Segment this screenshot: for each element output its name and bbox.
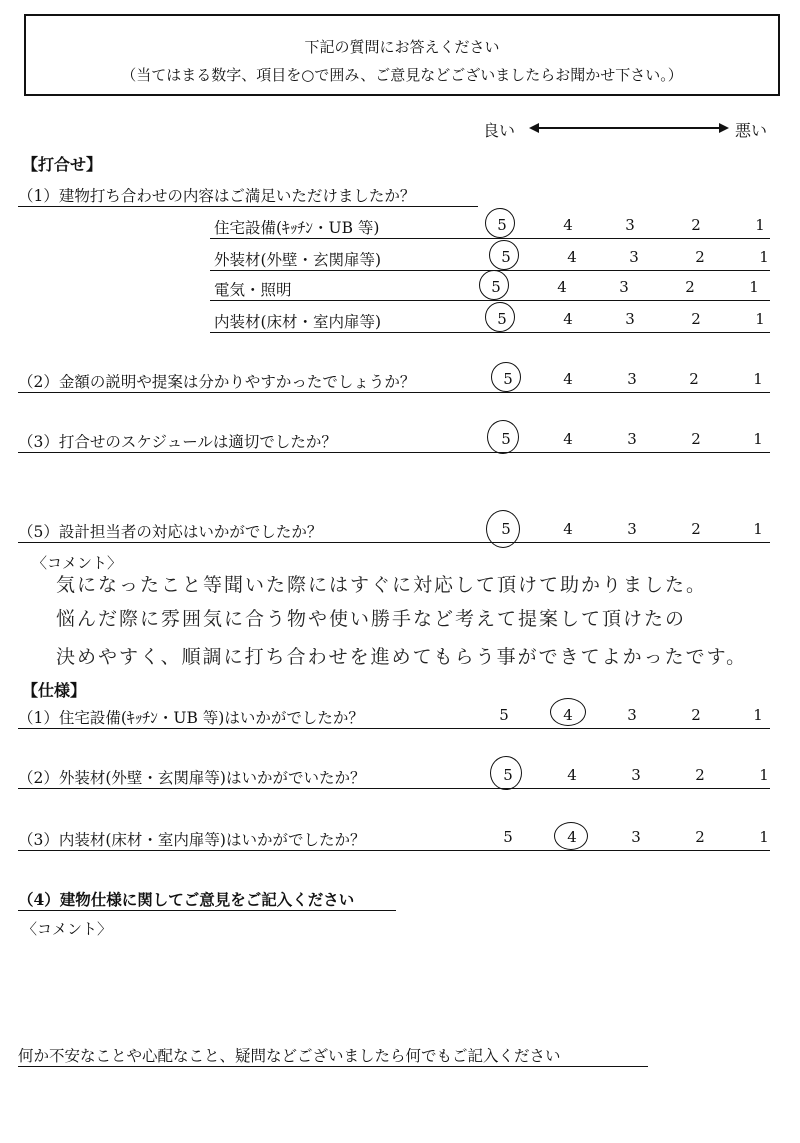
q1-item-label: 電気・照明: [214, 281, 292, 299]
selected-circle: [554, 822, 588, 850]
rating-3[interactable]: 3: [627, 706, 637, 724]
rating-5[interactable]: 5: [499, 706, 509, 724]
underline-s1: [18, 728, 770, 729]
rating-5[interactable]: 5: [497, 310, 507, 328]
rating-5[interactable]: 5: [497, 216, 507, 234]
handwritten-comment-line: 決めやすく、順調に打ち合わせを進めてもらう事ができてよかったです。: [56, 646, 748, 668]
question-s1: （1）住宅設備(ｷｯﾁﾝ・UB 等)はいかがでしたか？: [18, 709, 364, 727]
selected-circle: [489, 240, 519, 270]
rating-1[interactable]: 1: [755, 310, 765, 328]
underline-q2: [18, 392, 770, 393]
underline: [210, 332, 770, 333]
rating-1[interactable]: 1: [753, 706, 763, 724]
rating-2[interactable]: 2: [691, 430, 701, 448]
instructions-subtitle: （当てはまる数字、項目を○で囲み、ご意見などございましたらお聞かせ下さい。）: [121, 66, 683, 84]
rating-5[interactable]: 5: [503, 370, 513, 388]
rating-5[interactable]: 5: [491, 278, 501, 296]
question-s3: （3）内装材(床材・室内扉等)はいかがでしたか？: [18, 831, 366, 849]
rating-1[interactable]: 1: [753, 520, 763, 538]
rating-5[interactable]: 5: [501, 430, 511, 448]
selected-circle: [487, 420, 519, 454]
underline-q3: [18, 452, 770, 453]
rating-2[interactable]: 2: [695, 248, 705, 266]
rating-4[interactable]: 4: [563, 706, 573, 724]
rating-4[interactable]: 4: [557, 278, 567, 296]
question-q2: （2）金額の説明や提案は分かりやすかったでしょうか？: [18, 373, 416, 391]
selected-circle: [490, 756, 522, 790]
selected-circle: [491, 362, 521, 392]
selected-circle: [485, 208, 515, 238]
rating-1[interactable]: 1: [753, 430, 763, 448]
rating-4[interactable]: 4: [563, 216, 573, 234]
rating-4[interactable]: 4: [563, 310, 573, 328]
q1-item-label: 住宅設備(ｷｯﾁﾝ・UB 等): [214, 219, 380, 237]
rating-2[interactable]: 2: [685, 278, 695, 296]
handwritten-comment-line: 悩んだ際に雰囲気に合う物や使い勝手など考えて提案して頂けたの: [56, 608, 687, 630]
question-s4: （4）建物仕様に関してご意見をご記入ください: [18, 890, 355, 909]
rating-2[interactable]: 2: [695, 828, 705, 846]
rating-1[interactable]: 1: [749, 278, 759, 296]
underline-q5: [18, 542, 770, 543]
underline-s4: [18, 910, 396, 911]
question-q5: （5）設計担当者の対応はいかがでしたか？: [18, 523, 323, 541]
rating-4[interactable]: 4: [567, 766, 577, 784]
selected-circle: [479, 270, 509, 300]
scale-bad-label: 悪い: [735, 121, 768, 140]
selected-circle: [485, 302, 515, 332]
instructions-title: 下記の質問にお答えください: [304, 38, 500, 56]
rating-3[interactable]: 3: [627, 430, 637, 448]
footer-question: 何か不安なことや心配なこと、疑問などございましたら何でもご記入ください: [18, 1047, 561, 1065]
q1-item-label: 外装材(外壁・玄関扉等): [214, 251, 382, 269]
rating-5[interactable]: 5: [503, 828, 513, 846]
underline-s2: [18, 788, 770, 789]
comment-label: 〈コメント〉: [32, 554, 123, 572]
rating-3[interactable]: 3: [627, 520, 637, 538]
rating-4[interactable]: 4: [563, 370, 573, 388]
instructions-box: [24, 14, 780, 96]
rating-scale-legend: [483, 118, 773, 142]
comment-label: 〈コメント〉: [22, 920, 113, 938]
scale-good-label: 良い: [483, 121, 516, 140]
rating-3[interactable]: 3: [627, 370, 637, 388]
q1-item-label: 内装材(床材・室内扉等): [214, 313, 382, 331]
rating-2[interactable]: 2: [691, 310, 701, 328]
rating-2[interactable]: 2: [691, 706, 701, 724]
underline: [210, 238, 770, 239]
rating-3[interactable]: 3: [619, 278, 629, 296]
rating-3[interactable]: 3: [625, 310, 635, 328]
rating-1[interactable]: 1: [753, 370, 763, 388]
handwritten-comment-line: 気になったこと等聞いた際にはすぐに対応して頂けて助かりました。: [56, 574, 708, 596]
rating-3[interactable]: 3: [631, 766, 641, 784]
rating-2[interactable]: 2: [691, 520, 701, 538]
question-q1: （1）建物打ち合わせの内容はご満足いただけましたか？: [18, 187, 416, 205]
rating-4[interactable]: 4: [563, 430, 573, 448]
selected-circle: [486, 510, 520, 548]
section-spec: 【仕様】: [22, 681, 87, 700]
rating-5[interactable]: 5: [501, 248, 511, 266]
rating-3[interactable]: 3: [631, 828, 641, 846]
rating-3[interactable]: 3: [625, 216, 635, 234]
selected-circle: [550, 698, 586, 726]
rating-4[interactable]: 4: [567, 828, 577, 846]
question-q3: （3）打合せのスケジュールは適切でしたか？: [18, 433, 337, 451]
rating-5[interactable]: 5: [501, 520, 511, 538]
rating-1[interactable]: 1: [759, 248, 769, 266]
question-s2: （2）外装材(外壁・玄関扉等)はいかがでいたか？: [18, 769, 366, 787]
underline-q1: [18, 206, 478, 207]
rating-1[interactable]: 1: [755, 216, 765, 234]
rating-1[interactable]: 1: [759, 828, 769, 846]
rating-2[interactable]: 2: [691, 216, 701, 234]
rating-4[interactable]: 4: [563, 520, 573, 538]
underline-s3: [18, 850, 770, 851]
underline: [210, 300, 770, 301]
rating-1[interactable]: 1: [759, 766, 769, 784]
rating-5[interactable]: 5: [503, 766, 513, 784]
section-meeting: 【打合せ】: [22, 155, 103, 174]
rating-2[interactable]: 2: [695, 766, 705, 784]
underline-footer: [18, 1066, 648, 1067]
rating-3[interactable]: 3: [629, 248, 639, 266]
rating-2[interactable]: 2: [689, 370, 699, 388]
rating-4[interactable]: 4: [567, 248, 577, 266]
double-arrow-icon: [529, 120, 729, 136]
